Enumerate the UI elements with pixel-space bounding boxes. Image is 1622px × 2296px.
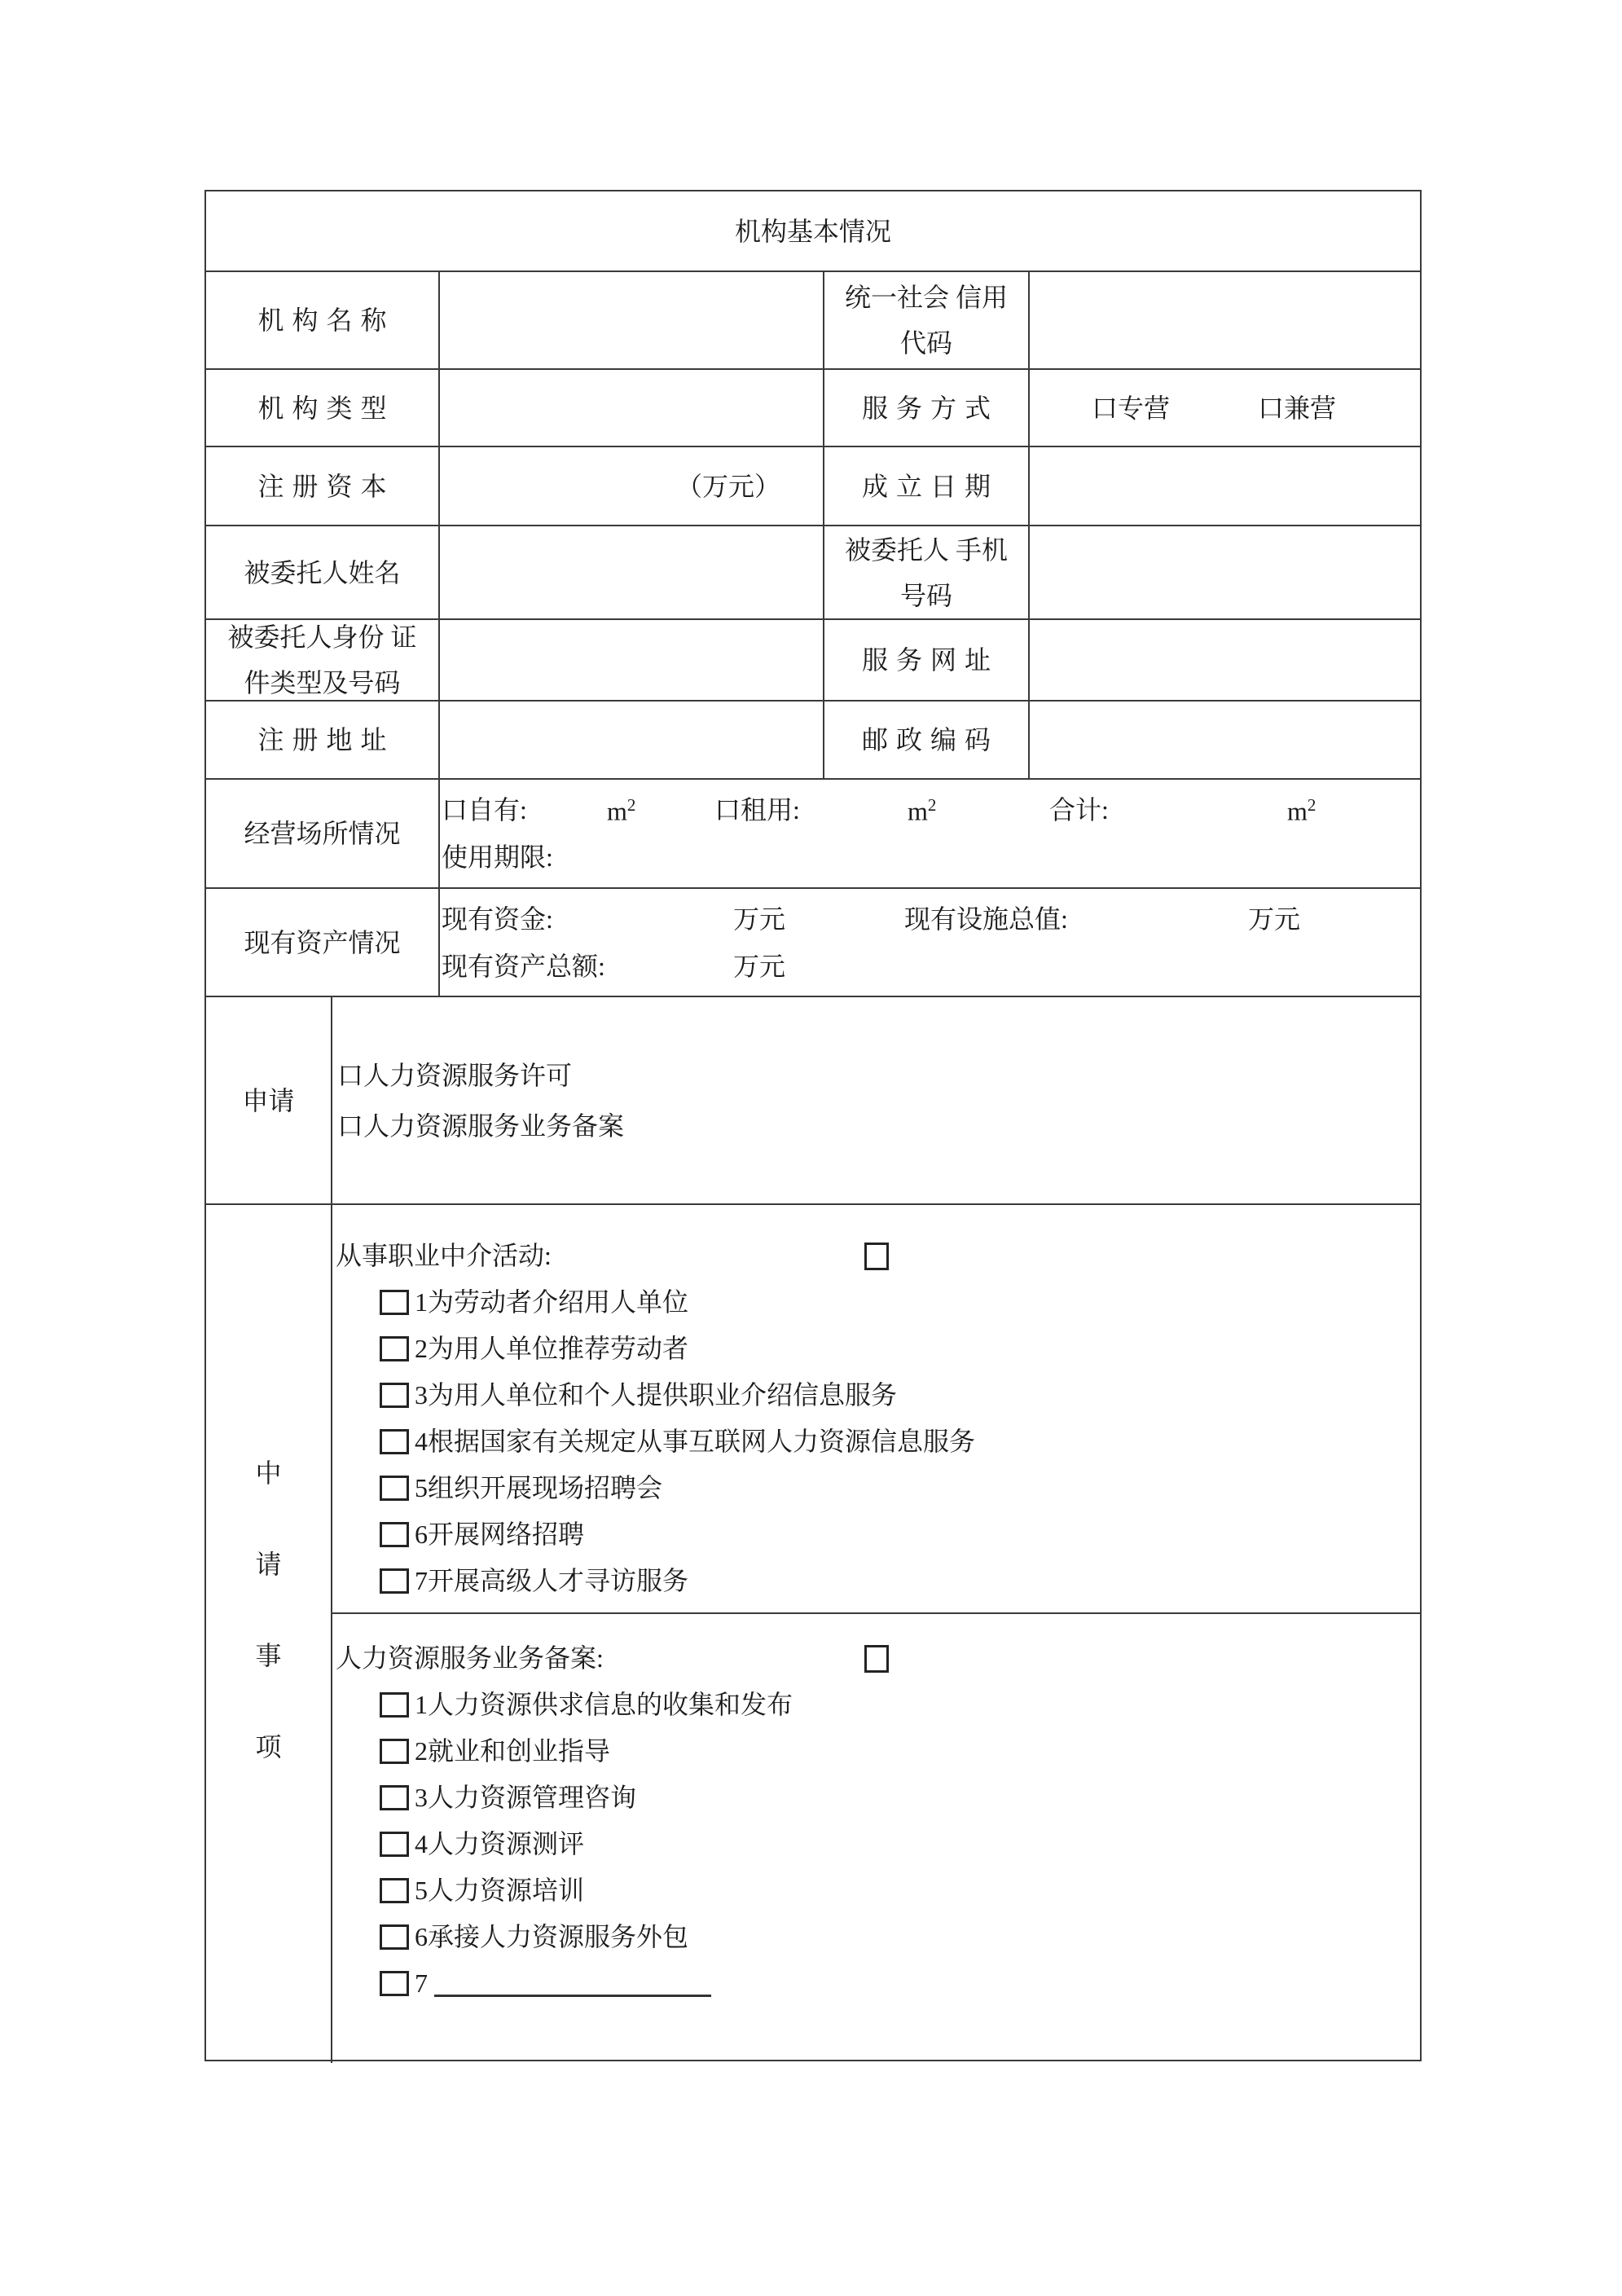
checkbox-icon [380, 1924, 409, 1950]
checkbox-icon [380, 1522, 409, 1547]
item-row [332, 1965, 1420, 2001]
item-label: 1为劳动者介绍用人单位 [415, 1287, 689, 1317]
postal-code-label: 邮政编码 [824, 702, 1030, 778]
row-reg-capital [206, 446, 1420, 525]
area-unit: $m^2$ [908, 795, 937, 826]
apply-option-filing: 口人力资源服务业务备案 [337, 1111, 625, 1141]
item-row [332, 1563, 1420, 1599]
item-row [332, 1423, 1420, 1459]
table-title: 机构基本情况 [734, 216, 891, 246]
premises-detail [440, 780, 1420, 887]
wan-yuan-unit: 万元 [1248, 904, 1301, 934]
org-name-label: 机构名称 [206, 272, 440, 368]
checkbox-icon [380, 1785, 409, 1810]
apply-option-license: 口人力资源服务许可 [337, 1060, 573, 1090]
credit-code-label: 统一社会 信用 代码 [824, 272, 1030, 368]
item-label: 7 [415, 1968, 428, 1998]
item-label: 6开展网络招聘 [415, 1520, 585, 1549]
item-label: 5人力资源培训 [415, 1876, 585, 1905]
item-label: 7开展高级人才寻访服务 [415, 1566, 689, 1595]
matters-label-char: 项 [255, 1731, 282, 1762]
row-reg-address [206, 700, 1420, 778]
checkbox-icon [380, 1290, 409, 1315]
agent-name-label: 被委托人姓名 [206, 526, 440, 618]
assets-line-1 [442, 901, 1420, 937]
apply-options [332, 997, 1420, 1203]
premises-line-1 [442, 792, 1420, 828]
section-heading: 人力资源服务业务备案: [336, 1643, 604, 1673]
institution-form-table [204, 190, 1422, 2061]
agent-phone-value [1030, 526, 1420, 618]
premises-total-label: 合计: [1049, 795, 1109, 825]
section-service-filing [332, 1612, 1420, 2063]
service-url-value [1030, 620, 1420, 700]
assets-line-2 [442, 948, 1420, 984]
row-org-name [206, 271, 1420, 368]
checkbox-icon [380, 1832, 409, 1857]
assets-funds-label: 现有资金: [442, 904, 553, 934]
premises-own-option: 口自有: [442, 795, 527, 825]
item-label: 2就业和创业指导 [415, 1736, 611, 1766]
option-exclusive: 口专营 [1092, 393, 1171, 423]
option-concurrent: 口兼营 [1258, 393, 1337, 423]
item-label: 6承接人力资源服务外包 [415, 1922, 689, 1951]
agent-phone-label: 被委托人 手机 号码 [824, 526, 1030, 618]
agent-name-value [440, 526, 824, 618]
row-org-type [206, 368, 1420, 446]
assets-label: 现有资产情况 [206, 889, 440, 996]
agent-id-value [440, 620, 824, 700]
reg-capital-label: 注册资本 [206, 447, 440, 525]
table-title-row [206, 191, 1420, 271]
checkbox-icon [864, 1645, 889, 1673]
item-label: 4根据国家有关规定从事互联网人力资源信息服务 [415, 1427, 976, 1456]
premises-term-label: 使用期限: [442, 842, 553, 872]
checkbox-icon [380, 1336, 409, 1361]
reg-address-value [440, 702, 824, 778]
section-intermediary-activities [332, 1205, 1420, 1612]
item-label: 5组织开展现场招聘会 [415, 1473, 663, 1502]
item-label: 4人力资源测评 [415, 1829, 585, 1858]
row-agent-name [206, 525, 1420, 618]
assets-total-label: 现有资产总额: [442, 951, 605, 981]
item-row [332, 1687, 1420, 1722]
postal-code-value [1030, 702, 1420, 778]
assets-detail [440, 889, 1420, 996]
row-assets [206, 887, 1420, 996]
reg-capital-unit: （万元） [675, 471, 780, 501]
item-row [332, 1331, 1420, 1366]
credit-code-value [1030, 272, 1420, 368]
section-heading: 从事职业中介活动: [336, 1241, 552, 1270]
item-row [332, 1919, 1420, 1955]
establish-date-label: 成立日期 [824, 447, 1030, 525]
establish-date-value [1030, 447, 1420, 525]
service-mode-label: 服务方式 [824, 370, 1030, 446]
item-label: 1人力资源供求信息的收集和发布 [415, 1690, 793, 1719]
item-row [332, 1377, 1420, 1413]
matters-label-char: 事 [255, 1640, 282, 1670]
item-row [332, 1284, 1420, 1320]
checkbox-icon [380, 1692, 409, 1718]
item-label: 3人力资源管理咨询 [415, 1783, 637, 1812]
area-unit: $m^2$ [1287, 795, 1317, 826]
section-heading-row [332, 1238, 1420, 1273]
org-type-value [440, 370, 824, 446]
row-matters [206, 1203, 1420, 2063]
matters-label [206, 1205, 332, 2063]
matters-label-char: 请 [255, 1549, 282, 1579]
item-row [332, 1516, 1420, 1552]
row-premises [206, 778, 1420, 887]
checkbox-icon [380, 1971, 409, 1996]
service-url-label: 服务网址 [824, 620, 1030, 700]
premises-rent-option: 口租用: [714, 795, 800, 825]
assets-facilities-label: 现有设施总值: [904, 904, 1068, 934]
matters-label-char: 中 [255, 1458, 282, 1488]
item-row [332, 1733, 1420, 1769]
service-mode-options [1030, 370, 1420, 446]
reg-capital-value [440, 447, 824, 525]
item-row [332, 1779, 1420, 1815]
checkbox-icon [380, 1429, 409, 1454]
row-apply [206, 996, 1420, 1203]
checkbox-icon [380, 1739, 409, 1764]
org-name-value [440, 272, 824, 368]
wan-yuan-unit: 万元 [733, 904, 786, 934]
org-type-label: 机构类型 [206, 370, 440, 446]
area-unit: $m^2$ [607, 795, 636, 826]
checkbox-icon [380, 1568, 409, 1594]
matters-content [332, 1205, 1420, 2063]
agent-id-label: 被委托人身份 证 件类型及号码 [206, 620, 440, 700]
item-label: 2为用人单位推荐劳动者 [415, 1334, 689, 1363]
premises-line-2 [442, 839, 1420, 875]
checkbox-icon [380, 1383, 409, 1408]
apply-label: 申请 [206, 997, 332, 1203]
item-label: 3为用人单位和个人提供职业介绍信息服务 [415, 1380, 898, 1410]
checkbox-icon [864, 1243, 889, 1270]
item-row [332, 1872, 1420, 1908]
checkbox-icon [380, 1878, 409, 1903]
blank-underline [434, 1970, 711, 1997]
checkbox-icon [380, 1476, 409, 1501]
reg-address-label: 注册地址 [206, 702, 440, 778]
item-row [332, 1826, 1420, 1862]
item-row [332, 1470, 1420, 1506]
premises-label: 经营场所情况 [206, 780, 440, 887]
row-agent-id [206, 618, 1420, 700]
wan-yuan-unit: 万元 [733, 951, 786, 981]
section-heading-row [332, 1640, 1420, 1676]
